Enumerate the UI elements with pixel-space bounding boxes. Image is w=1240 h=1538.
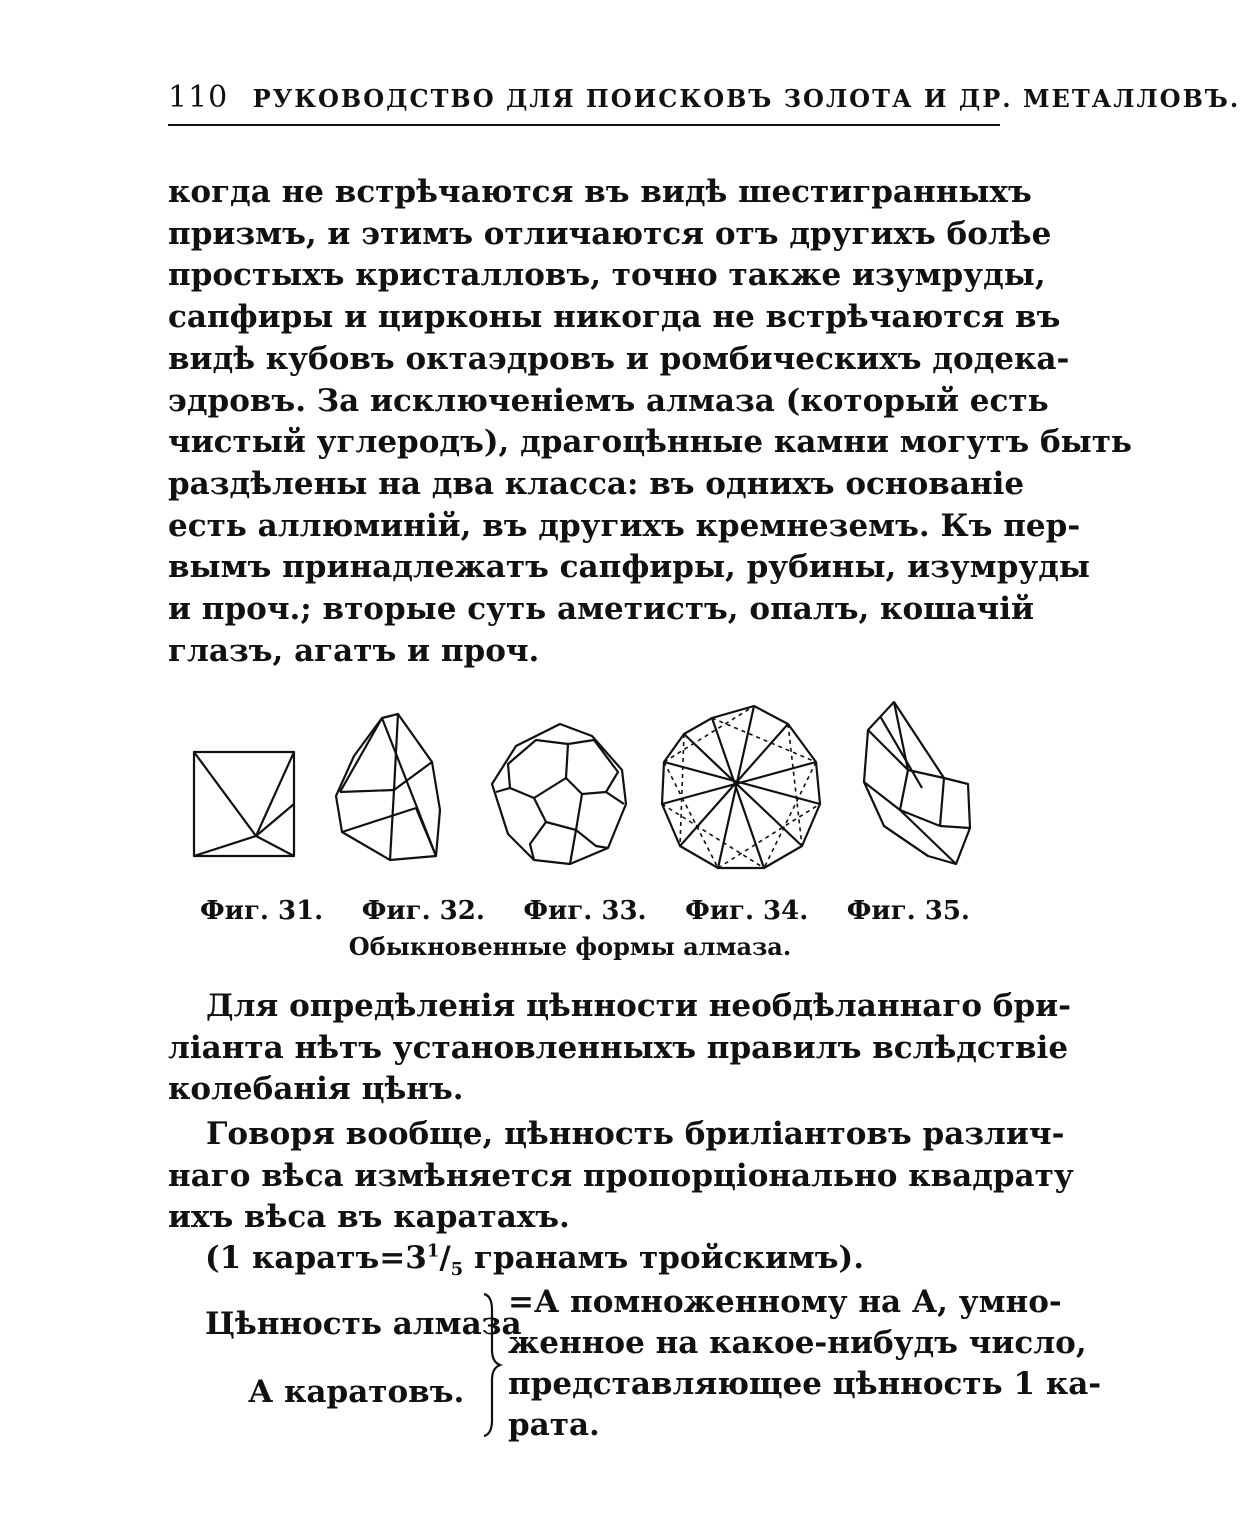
formula-left-line-1: Цѣнность алмаза bbox=[205, 1306, 522, 1342]
figure-label: Фиг. 35. bbox=[846, 896, 970, 926]
text-line: Для опредѣленія цѣнности необдѣланнаго бри- bbox=[206, 988, 1072, 1024]
diamond-figures bbox=[186, 700, 986, 880]
text-line: Говоря вообще, цѣнность бриліантовъ различ- bbox=[206, 1116, 1065, 1152]
text-line: ихъ вѣса въ каратахъ. bbox=[168, 1199, 570, 1236]
text-line: ліанта нѣтъ установленныхъ правилъ вслѣдствіе bbox=[168, 1029, 1069, 1066]
figure-34-crystal-icon bbox=[662, 706, 820, 868]
text-line: чистый углеродъ), драгоцѣнные камни могутъ быть bbox=[168, 424, 1132, 461]
text-line: колебанія цѣнъ. bbox=[168, 1071, 464, 1108]
carat-fraction-denominator: 5 bbox=[450, 1259, 464, 1281]
formula-right bbox=[508, 1282, 1102, 1446]
curly-brace-icon bbox=[470, 1290, 510, 1440]
carat-definition bbox=[205, 1240, 1005, 1280]
page-number: 110 bbox=[168, 80, 229, 115]
page-header bbox=[168, 80, 1240, 115]
text-line: глазъ, агатъ и проч. bbox=[168, 632, 540, 669]
figure-32-crystal-icon bbox=[336, 714, 440, 860]
figure-caption: Обыкновенные формы алмаза. bbox=[348, 932, 792, 961]
text-line: призмъ, и этимъ отличаются отъ другихъ болѣе bbox=[168, 215, 1052, 252]
text-line: женное на какое-нибудъ число, bbox=[508, 1325, 1087, 1361]
text-line: наго вѣса измѣняется пропорціонально квадрату bbox=[168, 1157, 1074, 1194]
text-line: видѣ кубовъ октаэдровъ и ромбическихъ додека- bbox=[168, 340, 1070, 377]
paragraph-1 bbox=[168, 172, 1132, 672]
header-rule bbox=[168, 124, 1000, 126]
text-line: сапфиры и цирконы никогда не встрѣчаются въ bbox=[168, 299, 1061, 336]
figure-35-crystal-icon bbox=[864, 702, 970, 864]
text-line: =А помноженному на А, умно- bbox=[508, 1284, 1062, 1320]
paragraph-2 bbox=[168, 986, 1072, 1111]
formula-left-line-2: А каратовъ. bbox=[248, 1374, 465, 1410]
figure-label: Фиг. 31. bbox=[200, 896, 324, 926]
paragraph-3 bbox=[168, 1114, 1074, 1239]
text-line: простыхъ кристалловъ, точно также изумруды, bbox=[168, 257, 1046, 294]
text-line: раздѣлены на два класса: въ однихъ основаніе bbox=[168, 465, 1025, 502]
figure-labels bbox=[200, 896, 970, 926]
figure-label: Фиг. 32. bbox=[361, 896, 485, 926]
figure-label: Фиг. 33. bbox=[523, 896, 647, 926]
carat-rest: гранамъ тройскимъ). bbox=[463, 1240, 865, 1276]
text-line: эдровъ. За исключеніемъ алмаза (который есть bbox=[168, 382, 1049, 419]
text-line: когда не встрѣчаются въ видѣ шестигранныхъ bbox=[168, 174, 1032, 210]
text-line: и проч.; вторые суть аметистъ, опалъ, кошачій bbox=[168, 591, 1034, 628]
figure-33-crystal-icon bbox=[492, 724, 626, 864]
text-line: рата. bbox=[508, 1407, 600, 1443]
figure-label: Фиг. 34. bbox=[685, 896, 809, 926]
text-line: есть аллюминій, въ другихъ кремнеземъ. Къ пер- bbox=[168, 507, 1081, 544]
text-line: представляющее цѣнность 1 ка- bbox=[508, 1366, 1102, 1402]
carat-open: (1 каратъ=3 bbox=[205, 1240, 427, 1276]
carat-fraction-numerator: 1 bbox=[426, 1240, 440, 1262]
running-title: РУКОВОДСТВО ДЛЯ ПОИСКОВЪ ЗОЛОТА И ДР. МЕТАЛЛОВЪ. bbox=[252, 84, 1240, 113]
text-line: вымъ принадлежатъ сапфиры, рубины, изумруды bbox=[168, 549, 1090, 586]
carat-fraction-slash: / bbox=[439, 1240, 451, 1276]
figure-31-octahedron-icon bbox=[194, 752, 294, 856]
